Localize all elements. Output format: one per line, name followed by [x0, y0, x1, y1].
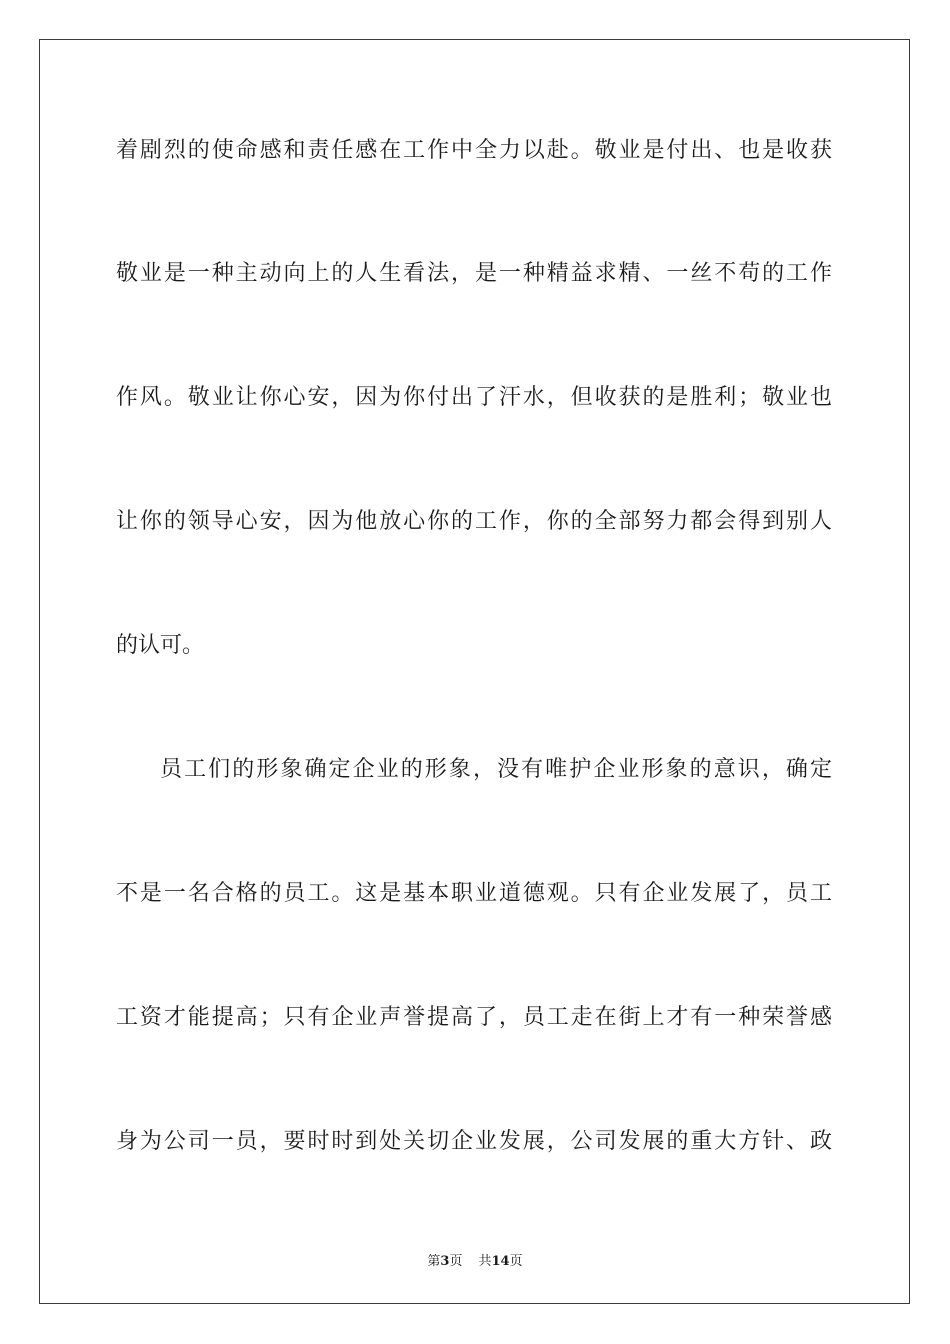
body-line-1: 着剧烈的使命感和责任感在工作中全力以赴。敬业是付出、也是收获 [116, 138, 832, 163]
page-border [39, 39, 910, 1304]
paragraph-2-line-4: 身为公司一员，要时时到处关切企业发展，公司发展的重大方针、政 [116, 1129, 832, 1154]
body-line-5: 的认可。 [116, 633, 205, 658]
total-suffix: 页 [509, 1254, 523, 1269]
page-number: 3 [440, 1254, 450, 1269]
paragraph-2-line-3: 工资才能提高；只有企业声誉提高了，员工走在街上才有一种荣誉感 [116, 1005, 832, 1030]
page-footer [0, 1250, 950, 1269]
paragraph-2-line-1: 员工们的形象确定企业的形象，没有唯护企业形象的意识，确定 [160, 757, 832, 782]
paragraph-2-line-2: 不是一名合格的员工。这是基本职业道德观。只有企业发展了，员工 [116, 881, 832, 906]
total-pages: 14 [491, 1254, 510, 1269]
body-line-2: 敬业是一种主动向上的人生看法，是一种精益求精、一丝不苟的工作 [116, 261, 832, 286]
body-line-3: 作风。敬业让你心安，因为你付出了汗水，但收获的是胜利；敬业也 [116, 385, 832, 410]
total-prefix: 共 [478, 1254, 492, 1269]
page-prefix: 第 [427, 1254, 441, 1269]
page-suffix: 页 [449, 1254, 463, 1269]
body-line-4: 让你的领导心安，因为他放心你的工作，你的全部努力都会得到别人 [116, 509, 832, 534]
